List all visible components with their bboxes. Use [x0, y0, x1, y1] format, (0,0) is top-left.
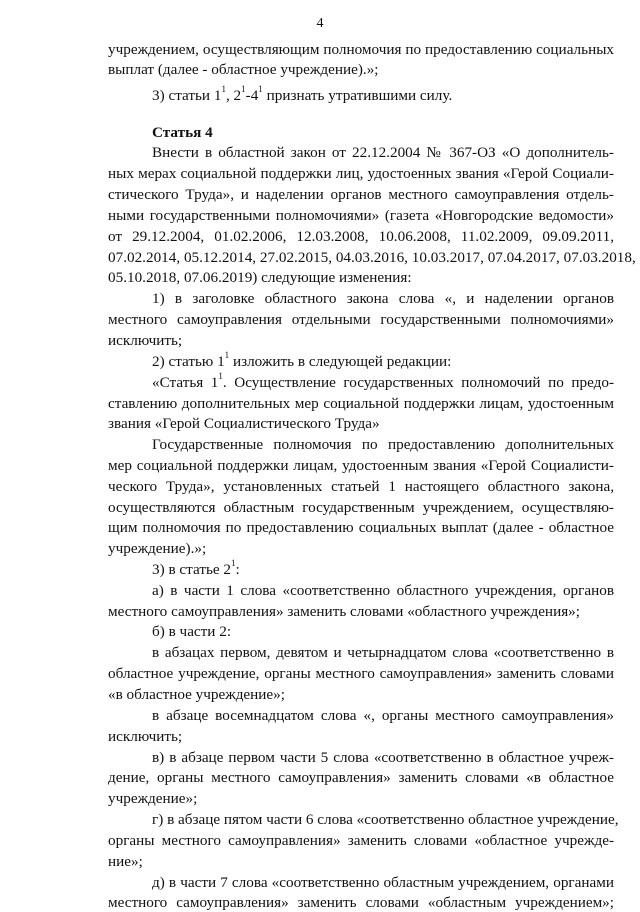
- text-line: 05.10.2018, 07.06.2019) следующие изменения:: [108, 269, 412, 286]
- text-line: б) в части 2:: [152, 623, 232, 640]
- text-line: ние»;: [108, 853, 143, 870]
- text-line: г) в абзаце пятом части 6 слова «соответственно областное учреждение,: [152, 811, 619, 828]
- article-heading: Статья 4: [152, 124, 213, 141]
- text-line: ческого Труда», установленных статьей 1 настоящего областного закона,: [108, 478, 614, 495]
- text-line: Государственные полномочия по предоставлению дополнительных: [152, 436, 614, 453]
- text-line: «Статья $1^1$. Осуществление государственных полномочий по предо-: [152, 370, 614, 391]
- text-line: учреждение»;: [108, 790, 198, 807]
- text-line: дение, органы местного самоуправления» заменить словами «в областное: [108, 769, 614, 786]
- text-line: учреждение).»;: [108, 540, 207, 557]
- text-line: выплат (далее - областное учреждение).»;: [108, 61, 379, 78]
- text-line: ными государственными полномочиями» (газета «Новгородские ведомости»: [108, 207, 614, 224]
- text-line: «в областное учреждение»;: [108, 686, 285, 703]
- text-line: мер социальной поддержки лицам, удостоенным звания «Герой Социалисти-: [108, 457, 614, 474]
- text-line: 1) в заголовке областного закона слова «, и наделении органов: [152, 290, 614, 307]
- text-line: звания «Герой Социалистического Труда»: [108, 415, 380, 432]
- page-number: 4: [316, 16, 324, 31]
- text-line: 07.02.2014, 05.12.2014, 27.02.2015, 04.03.2016, 10.03.2017, 07.04.2017, 07.03.2018,: [108, 249, 636, 266]
- text-line: осуществляются областным государственным учреждением, осуществляю-: [108, 499, 614, 516]
- text-line: а) в части 1 слова «соответственно областного учреждения, органов: [152, 582, 614, 599]
- text-line: местного самоуправления отдельными государственными полномочиями»: [108, 311, 614, 328]
- text-line: 3) статьи $1^1$, $2^1-4^1$ признать утратившими силу.: [152, 83, 453, 104]
- text-line: областное учреждение, органы местного самоуправления» заменить словами: [108, 665, 614, 682]
- text-line: в абзаце восемнадцатом слова «, органы местного самоуправления»: [152, 707, 614, 724]
- text-line: щим полномочия по предоставлению социальных выплат (далее - областное: [108, 519, 614, 536]
- text-line: 3) в статье $2^1$:: [152, 557, 240, 578]
- text-line: в абзацах первом, девятом и четырнадцатом слова «соответственно в: [152, 644, 614, 661]
- text-line: местного самоуправления» заменить словами «областным учреждением»;: [108, 894, 614, 911]
- text-line: стического Труда», и наделении органов местного самоуправления отдель-: [108, 186, 614, 203]
- text-line: исключить;: [108, 728, 183, 745]
- text-line: органы местного самоуправления» заменить словами «областное учрежде-: [108, 832, 614, 849]
- text-line: 2) статью $1^1$ изложить в следующей редакции:: [152, 349, 452, 370]
- text-line: исключить;: [108, 332, 183, 349]
- text-line: от 29.12.2004, 01.02.2006, 12.03.2008, 10.06.2008, 11.02.2009, 09.09.2011,: [108, 228, 614, 245]
- text-line: учреждением, осуществляющим полномочия по предоставлению социальных: [108, 41, 614, 58]
- text-line: ставлению дополнительных мер социальной поддержки лицам, удостоенным: [108, 395, 614, 412]
- text-line: ных мерах социальной поддержки лиц, удостоенных звания «Герой Социали-: [108, 165, 614, 182]
- text-line: Внести в областной закон от 22.12.2004 № 367-ОЗ «О дополнитель-: [152, 144, 614, 161]
- text-line: в) в абзаце первом части 5 слова «соответственно в областное учреж-: [152, 749, 614, 766]
- text-line: местного самоуправления» заменить словами «областного учреждения»;: [108, 603, 580, 620]
- text-line: д) в части 7 слова «соответственно областным учреждением, органами: [152, 874, 614, 891]
